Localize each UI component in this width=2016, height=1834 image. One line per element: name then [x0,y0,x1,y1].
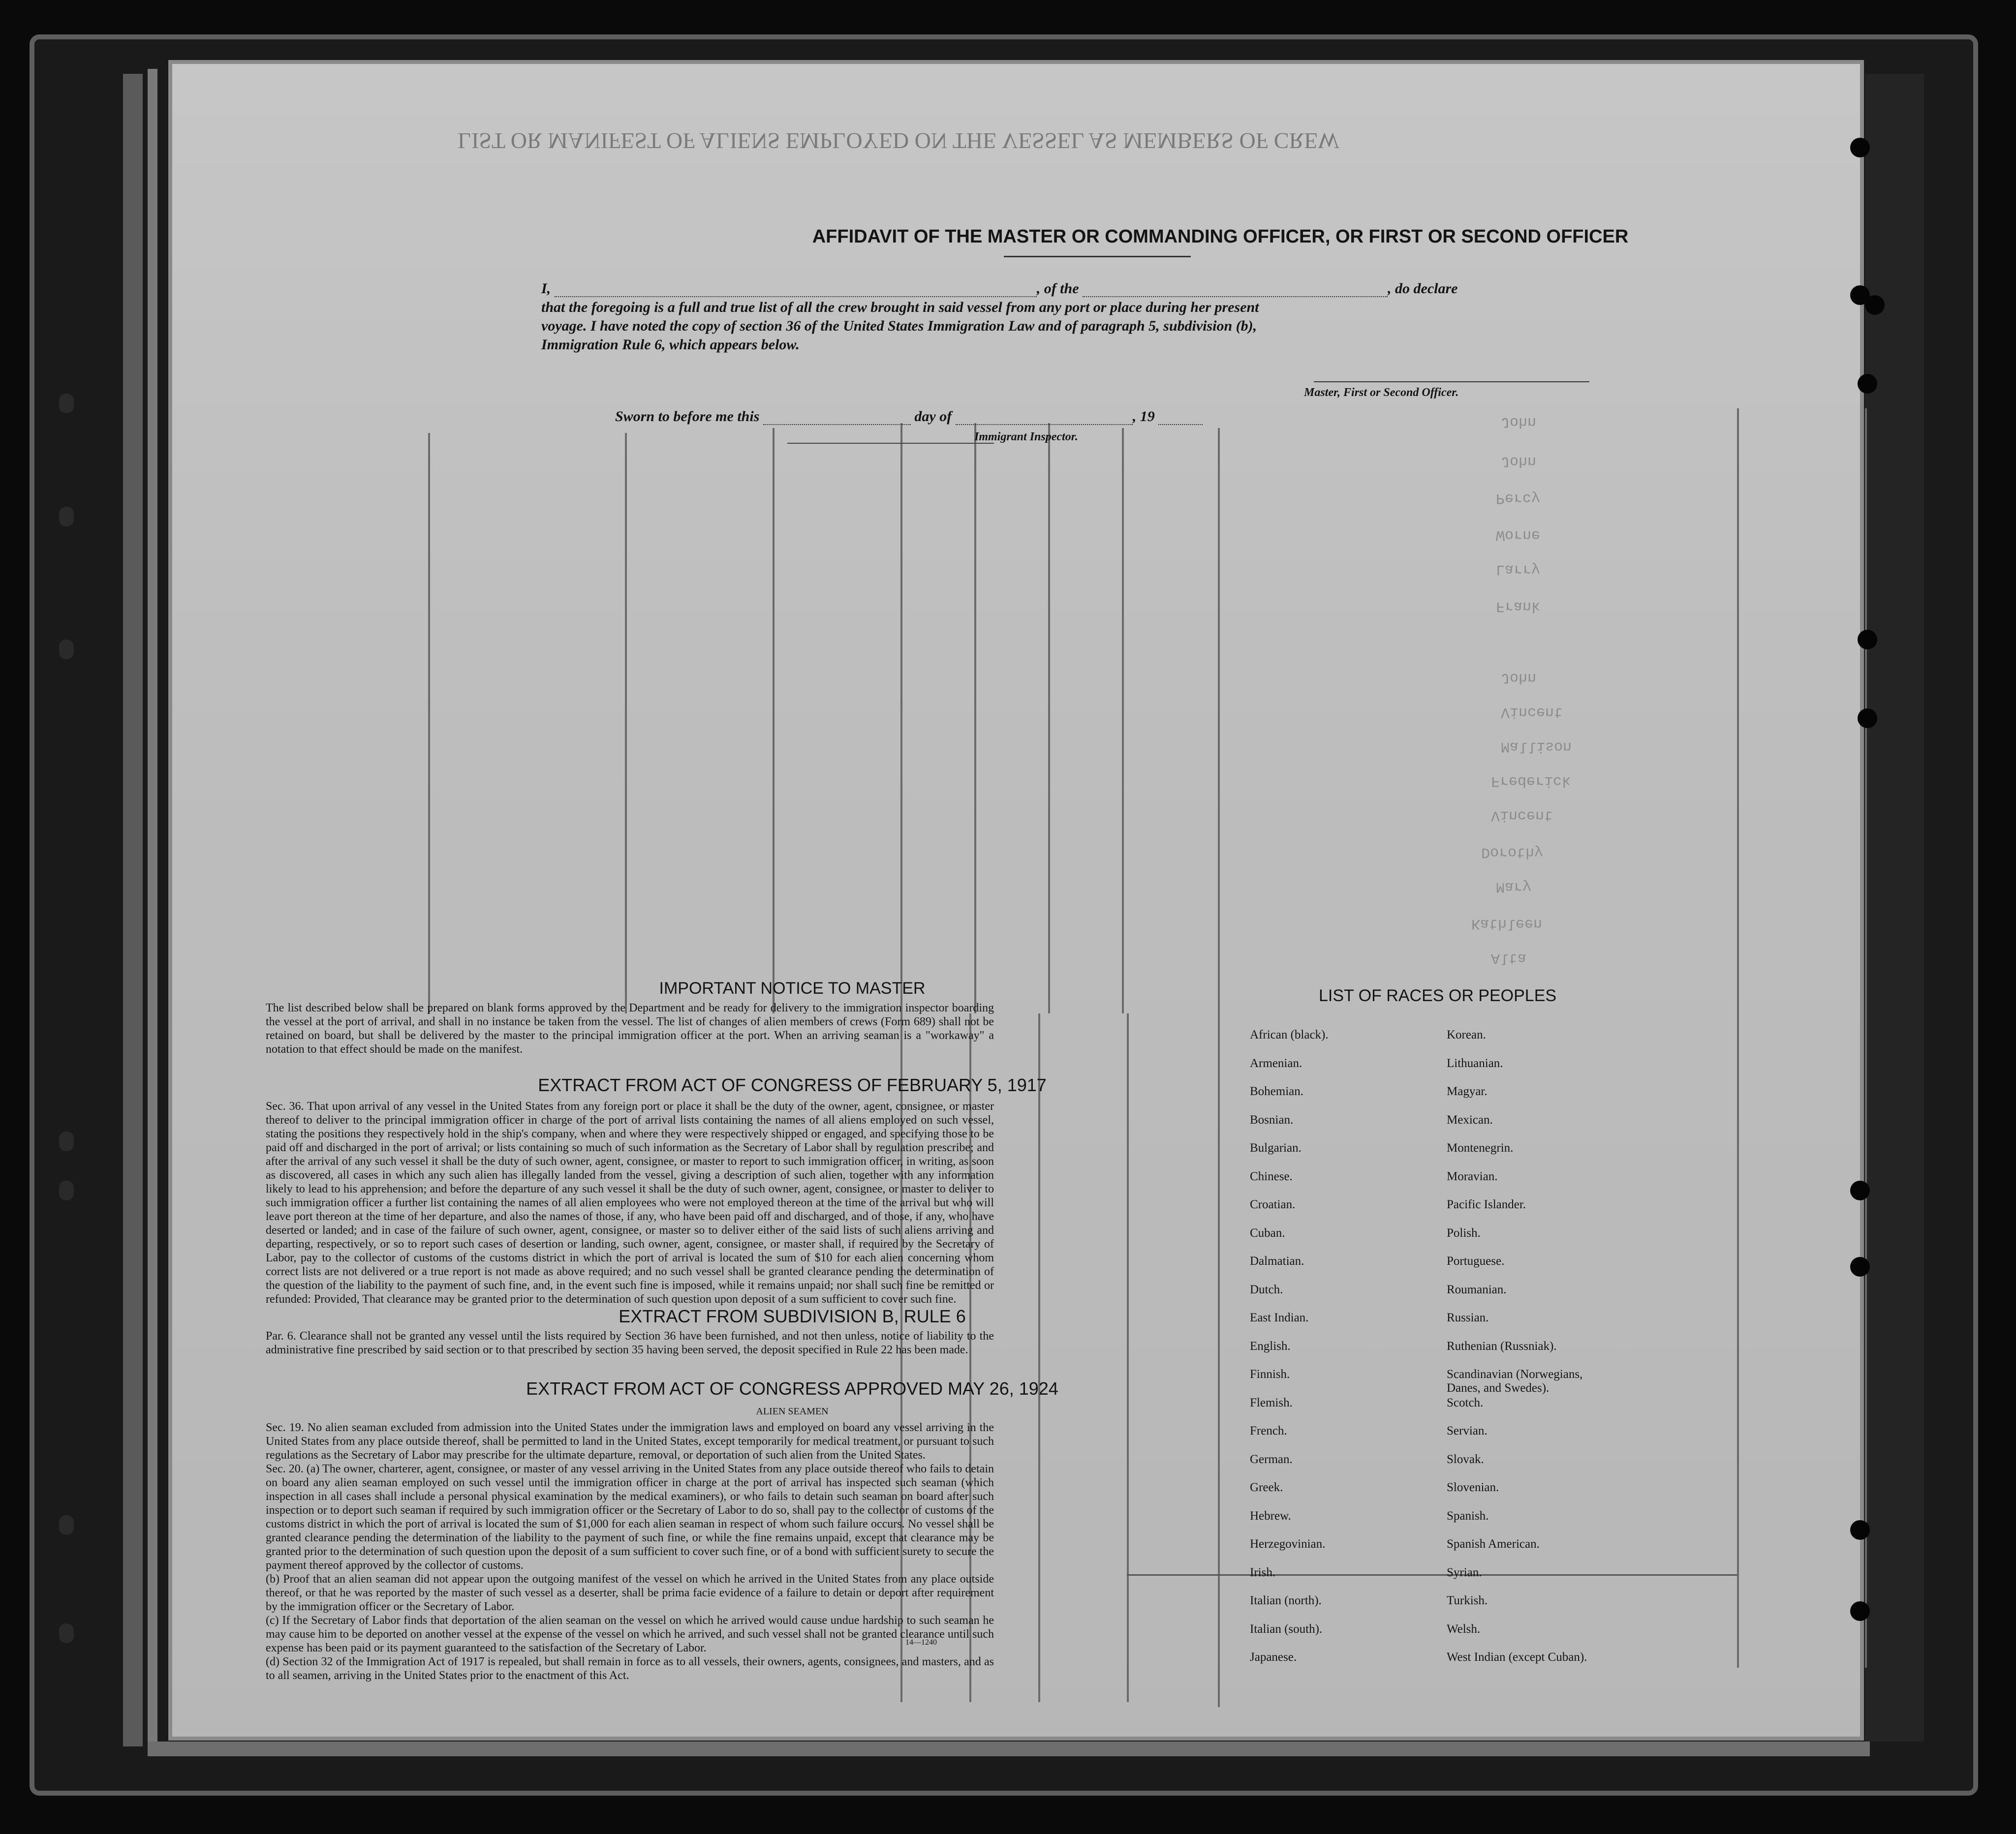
race-item: Flemish. [1250,1396,1293,1409]
subdivision-text: Par. 6. Clearance shall not be granted any vessel until the lists required by Section 36 have been furnished, and not then unless, notice of liability to the administrative fine prescribed by said section or to that prescribed by section 35 having been served, the deposit specified in Rule 22 has been made. [266,1330,994,1356]
extract-1924-title: EXTRACT FROM ACT OF CONGRESS APPROVED MAY 26, 1924 [526,1378,1058,1399]
race-item: Pacific Islander. [1447,1198,1526,1211]
sworn-label: Sworn to before me this [615,408,760,425]
race-item: Mexican. [1447,1113,1493,1127]
affidavit-line-3: voyage. I have noted the copy of section 36 of the United States Immigration Law and of paragraph 5, subdivision (b), [541,318,1257,334]
mirrored-name: Frank [1496,598,1541,614]
column-rule [1038,1013,1040,1702]
race-item: Finnish. [1250,1368,1290,1381]
race-item: Ruthenian (Russniak). [1447,1339,1557,1353]
mirrored-name: John [1501,413,1537,430]
race-item: African (black). [1250,1028,1329,1041]
affidavit-line-4: Immigration Rule 6, which appears below. [541,336,800,353]
year-label: , 19 [1132,408,1155,425]
binder-post [59,640,74,659]
race-item: Greek. [1250,1481,1283,1494]
mirrored-name: Dorothy [1481,844,1544,860]
mirrored-name: Mary [1496,878,1532,895]
sworn-month-field[interactable] [956,424,1133,425]
mirrored-name: Alta [1491,949,1527,966]
race-item: Lithuanian. [1447,1056,1503,1070]
mirrored-name: Vincent [1501,703,1563,720]
column-rule [1218,428,1220,1707]
race-item: Turkish. [1447,1594,1488,1607]
mirrored-name: Mallison [1501,738,1572,755]
race-item: Roumanian. [1447,1283,1507,1296]
race-item: Chinese. [1250,1169,1293,1183]
race-item: Cuban. [1250,1226,1285,1240]
race-item: Slovak. [1447,1452,1484,1466]
race-item: Portuguese. [1447,1254,1505,1268]
mirrored-name: John [1501,669,1537,686]
race-item: Scandinavian (Norwegians, Danes, and Swedes). [1447,1368,1583,1395]
inspector-label: Immigrant Inspector. [974,430,1078,443]
punch-hole [1850,1257,1870,1277]
column-rule [773,428,775,1013]
punch-hole [1858,630,1877,649]
binder-post [59,507,74,526]
race-item: East Indian. [1250,1311,1309,1324]
day-of-label: day of [914,408,952,425]
race-item: Polish. [1447,1226,1481,1240]
mirrored-name: Frederick [1491,772,1571,789]
form-number: 14—1240 [905,1638,937,1647]
race-item: Servian. [1447,1424,1488,1437]
subdivision-title: EXTRACT FROM SUBDIVISION B, RULE 6 [619,1306,966,1326]
race-item: Bohemian. [1250,1085,1304,1098]
punch-hole [1858,374,1877,394]
sworn-line [615,408,1203,425]
race-item: Irish. [1250,1565,1276,1579]
sec-20a-text: Sec. 20. (a) The owner, charterer, agent, consignee, or master of any vessel arriving in the United States from any place outside thereof who fails to detain on board any alien seaman employed on such vessel until the immigration officer in charge at the port of arrival has inspected such seaman (which inspection in all cases shall include a personal physical examination by the medical examiners), or who fails to detain such seaman on board after such inspection or to deport such seaman if required by such immigration officer or the Secretary of Labor to do so, shall pay to the collector of customs of the customs district in which the port of arrival is located the sum of $1,000 for each alien seaman in respect of whom such failure occurs. No vessel shall be granted clearance pending the determination of the liability to the payment of such fine, or while the fine remains unpaid, except that clearance may be granted prior to the determination of such question upon the deposit of a sum sufficient to cover such fine, or of a bond with sufficient surety to secure the payment thereof approved by the collector of customs. [266,1463,994,1572]
race-item: Italian (north). [1250,1594,1322,1607]
race-item: Dalmatian. [1250,1254,1304,1268]
affidavit-i: I, [541,280,551,297]
sec-20b-text: (b) Proof that an alien seaman did not appear upon the outgoing manifest of the vessel on which he arrived in the United States from any place outside thereof, or that he was reported by the master of such vessel as a deserter, shall be prima facie evidence of a failure to detain or deport after requirement by the immigration officer or the Secretary of Labor. [266,1573,994,1613]
punch-hole [1858,708,1877,728]
title-rule [1004,256,1191,257]
race-item: Croatian. [1250,1198,1296,1211]
sworn-year-field[interactable] [1158,424,1203,425]
races-box-bottom [1127,1574,1737,1576]
race-item: Italian (south). [1250,1622,1323,1636]
race-item: English. [1250,1339,1291,1353]
master-signature-line[interactable] [1314,381,1589,382]
page-edge-right [1865,74,1924,1742]
race-item: Magyar. [1447,1085,1488,1098]
column-rule [1865,408,1867,1668]
race-item: French. [1250,1424,1287,1437]
column-rule [625,433,627,1013]
page-edge-left-1 [123,74,143,1746]
notice-title: IMPORTANT NOTICE TO MASTER [659,979,926,998]
race-item: West Indian (except Cuban). [1447,1651,1587,1664]
page-edge-bottom [148,1742,1870,1756]
race-item: Montenegrin. [1447,1141,1514,1155]
officer-name-field[interactable] [555,296,1037,297]
binder-post [59,394,74,413]
column-rule [428,433,430,1013]
affidavit-line-1 [541,280,1458,297]
notice-text: The list described below shall be prepared on blank forms approved by the Department and be ready for delivery to the immigration inspector boarding the vessel at the port of arrival, and shall in no instance be taken from the vessel. The list of changes of alien members of crews (Form 689) shall not be retained on board, but shall be delivered by the master to the principal immigration officer at the port. When an arriving seaman is a "workaway" a notation to that effect should be made on the manifest. [266,1002,994,1056]
affidavit-of-the: , of the [1036,280,1079,297]
mirrored-name: Kathleen [1471,915,1543,932]
races-title: LIST OF RACES OR PEOPLES [1319,986,1557,1005]
binder-post [59,1515,74,1535]
mirrored-name: Vincent [1491,807,1553,824]
column-rule [1048,423,1050,1013]
race-item: Spanish American. [1447,1537,1540,1551]
mirrored-header: LIST OR MANIFEST OF ALIENS EMPLOYED ON THE VESSEL AS MEMBERS OF CREW [458,128,1339,153]
race-item: Korean. [1447,1028,1486,1041]
punch-hole [1850,1601,1870,1621]
mirrored-name: Worne [1496,526,1541,543]
race-item: Bosnian. [1250,1113,1294,1127]
inspector-signature-line[interactable] [787,443,994,444]
extract-1924-body [266,1421,994,1682]
race-item: Syrian. [1447,1565,1482,1579]
race-item: Herzegovinian. [1250,1537,1326,1551]
binder-post [59,1623,74,1643]
extract-1917-text: Sec. 36. That upon arrival of any vessel in the United States from any foreign port or place it shall be the duty of the owner, agent, consignee, or master thereof to deliver to the principal immigration officer in charge of the port of arrival lists containing the names of all aliens employed on such vessel, stating the positions they respectively hold in the ship's company, when and where they were respectively shipped or engaged, and specifying those to be paid off and discharged in the port of arrival; or lists containing so much of such information as the Secretary of Labor shall by regulation prescribe; and after the arrival of any such vessel it shall be the duty of such owner, agent, consignee, or master to report to such immigration officer, in writing, as soon as discovered, all cases in which any such alien has illegally landed from the vessel, giving a description of such alien, together with any information likely to lead to his apprehension; and before the departure of any such vessel it shall be the duty of such owner, agent, consignee, or master to deliver to such immigration officer a further list containing the names of all alien employees who were not employed thereon at the time of the arrival but who will leave port thereon at the time of her departure, and also the names of those, if any, who have been paid off and discharged, and of those, if any, who have deserted or landed; and in case of the failure of such owner, agent, consignee, or master so to deliver either of the said lists of such aliens arriving and departing, respectively, or so to report such cases of desertion or landing, such owner, agent, consignee, or master shall, if required by the Secretary of Labor, pay to the collector of customs of the customs district in which the port of arrival is located the sum of $10 for each alien concerning whom correct lists are not delivered or a true report is not made as above required; and no such vessel shall be granted clearance pending the determination of the question of the liability to the payment of such fine, and, in the event such fine is imposed, while it remains unpaid; nor shall such fine be remitted or refunded: Provided, That clearance may be granted prior to the determination of such question upon deposit of a sum sufficient to cover such fine. [266,1100,994,1306]
sworn-day-field[interactable] [763,424,911,425]
column-rule [974,423,976,1013]
column-rule [1737,408,1739,1668]
manifest-page [172,64,1860,1737]
page-edge-left-2 [148,69,157,1751]
race-item: Hebrew. [1250,1509,1291,1523]
race-item: Russian. [1447,1311,1489,1324]
race-item: Slovenian. [1447,1481,1499,1494]
affidavit-do-declare: , do declare [1388,280,1458,297]
binder-post [59,1181,74,1200]
race-item: Scotch. [1447,1396,1484,1409]
race-item: Dutch. [1250,1283,1283,1296]
mirrored-name: Larry [1496,561,1541,578]
punch-hole [1850,138,1870,157]
punch-hole [1850,1520,1870,1540]
race-item: Armenian. [1250,1056,1303,1070]
affidavit-line-2: that the foregoing is a full and true list of all the crew brought in said vessel from any port or place during her present [541,299,1259,315]
mirrored-name: John [1501,453,1537,469]
race-item: Welsh. [1447,1622,1481,1636]
race-item: German. [1250,1452,1293,1466]
race-item: Japanese. [1250,1651,1297,1664]
race-item: Spanish. [1447,1509,1489,1523]
column-rule [1122,428,1124,1013]
race-item: Moravian. [1447,1169,1498,1183]
race-item: Bulgarian. [1250,1141,1302,1155]
vessel-name-field[interactable] [1083,296,1388,297]
punch-hole [1850,1181,1870,1200]
column-rule [1127,1013,1129,1702]
sec-20c-text: (c) If the Secretary of Labor finds that deportation of the alien seaman on the vessel on which he arrived would cause undue hardship to such seaman he may cause him to be deported on another vessel at the expense of the vessel on which he arrived, and such vessel shall not be granted clearance until such expense has been paid or its payment guaranteed to the satisfaction of the Secretary of Labor. [266,1614,994,1654]
punch-hole [1865,295,1885,315]
column-rule [900,423,902,1013]
affidavit-title: AFFIDAVIT OF THE MASTER OR COMMANDING OFFICER, OR FIRST OR SECOND OFFICER [812,226,1629,247]
mirrored-name: Percy [1496,489,1541,506]
alien-seamen-subtitle: ALIEN SEAMEN [756,1406,829,1417]
binder-post [59,1131,74,1151]
sec-20d-text: (d) Section 32 of the Immigration Act of 1917 is repealed, but shall remain in force as to all vessels, their owners, agents, consignees, and masters, and as to all seamen, arriving in the United States prior to the enactment of this Act. [266,1655,994,1682]
extract-1917-title: EXTRACT FROM ACT OF CONGRESS OF FEBRUARY 5, 1917 [538,1075,1047,1095]
master-signature-label: Master, First or Second Officer. [1304,386,1459,399]
sec-19-text: Sec. 19. No alien seaman excluded from admission into the United States under the immigration laws and employed on board any vessel arriving in the United States from any place outside thereof, shall be permitted to land in the United States, except temporarily for medical treatment, or pursuant to such regulations as the Secretary of Labor may prescribe for the ultimate departure, removal, or deportation of such alien from the United States. [266,1421,994,1462]
